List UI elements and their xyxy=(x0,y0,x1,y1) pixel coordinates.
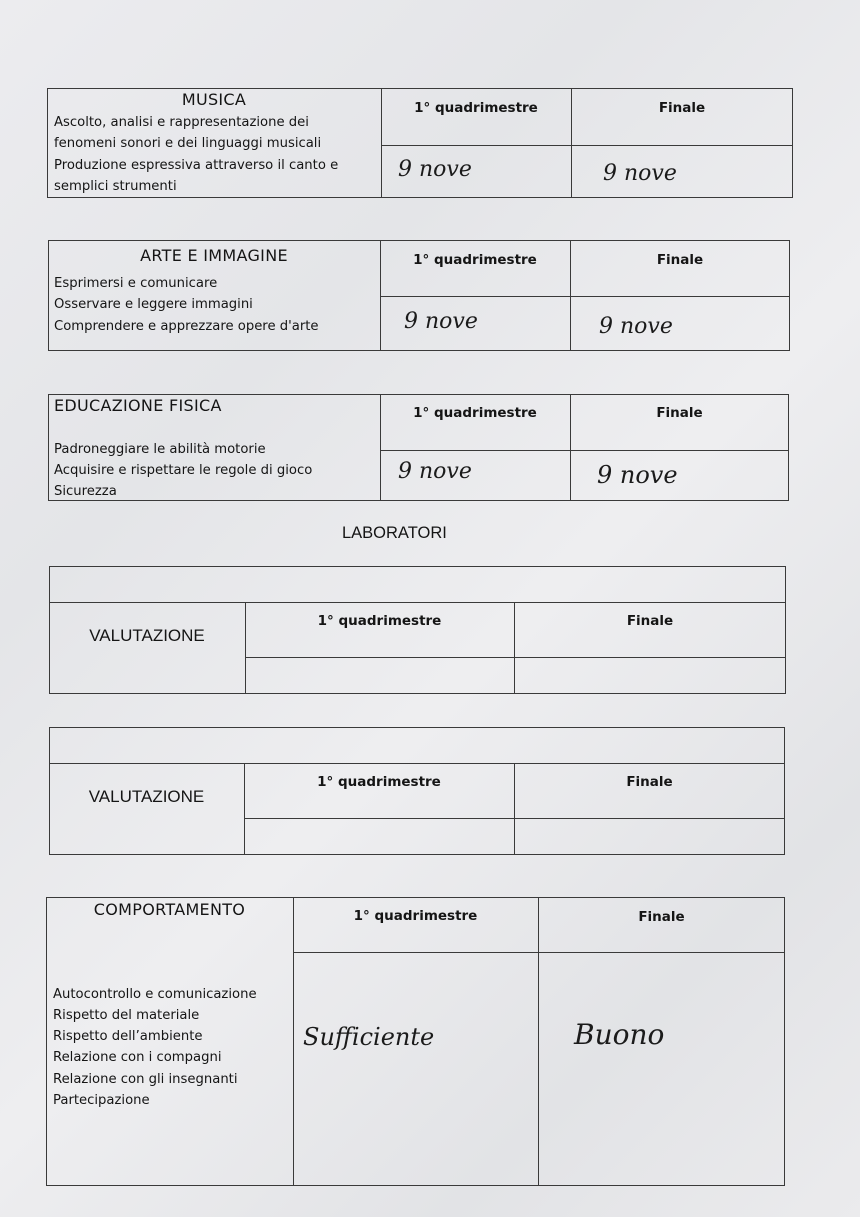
grade-first-term: 9 nove xyxy=(398,459,472,484)
column-header-final: Finale xyxy=(638,909,685,925)
row-divider xyxy=(293,952,785,953)
column-divider xyxy=(538,897,539,1186)
column-header-final: Finale xyxy=(626,774,673,790)
grade-first-term: 9 nove xyxy=(404,309,478,334)
row-divider xyxy=(245,657,786,658)
column-header-first-term: 1° quadrimestre xyxy=(317,774,441,790)
subject-title: MUSICA xyxy=(181,90,247,109)
grade-final: 9 nove xyxy=(599,314,673,339)
subject-descriptor: Ascolto, analisi e rappresentazione dei xyxy=(54,115,309,130)
column-header-first-term: 1° quadrimestre xyxy=(353,908,478,924)
grade-final: Buono xyxy=(574,1018,665,1051)
column-header-first-term: 1° quadrimestre xyxy=(413,405,537,421)
row-divider xyxy=(381,145,793,146)
row-divider xyxy=(244,818,785,819)
grade-first-term: Sufficiente xyxy=(303,1023,435,1051)
comportamento-title: COMPORTAMENTO xyxy=(93,900,246,919)
comportamento-descriptor: Relazione con gli insegnanti xyxy=(53,1072,238,1087)
row-divider xyxy=(380,296,790,297)
grade-first-term: 9 nove xyxy=(398,157,472,182)
subject-descriptor: Sicurezza xyxy=(54,484,117,499)
comportamento-descriptor: Rispetto del materiale xyxy=(53,1008,200,1023)
row-divider xyxy=(49,602,786,603)
comportamento-descriptor: Autocontrollo e comunicazione xyxy=(53,987,257,1002)
row-divider xyxy=(380,450,789,451)
column-header-final: Finale xyxy=(656,252,704,268)
column-header-first-term: 1° quadrimestre xyxy=(317,613,442,629)
subject-title: ARTE E IMMAGINE xyxy=(140,246,288,265)
subject-descriptor: Comprendere e apprezzare opere d'arte xyxy=(54,319,319,334)
grade-final: 9 nove xyxy=(597,461,678,489)
grade-final: 9 nove xyxy=(603,161,677,186)
comportamento-descriptor: Rispetto dell’ambiente xyxy=(53,1029,203,1044)
section-title-laboratori: LABORATORI xyxy=(342,524,447,542)
subject-descriptor: Padroneggiare le abilità motorie xyxy=(54,442,266,457)
column-header-first-term: 1° quadrimestre xyxy=(413,252,537,268)
row-label-valutazione: VALUTAZIONE xyxy=(88,787,205,806)
column-header-final: Finale xyxy=(656,405,703,421)
subject-descriptor: fenomeni sonori e dei linguaggi musicali xyxy=(54,136,322,151)
comportamento-descriptor: Relazione con i compagni xyxy=(53,1050,222,1065)
subject-descriptor: semplici strumenti xyxy=(54,179,177,194)
subject-descriptor: Produzione espressiva attraverso il canto e xyxy=(54,158,339,173)
row-label-valutazione: VALUTAZIONE xyxy=(89,626,205,645)
column-header-final: Finale xyxy=(658,100,706,116)
column-divider xyxy=(293,897,294,1186)
subject-title: EDUCAZIONE FISICA xyxy=(54,396,222,415)
subject-descriptor: Osservare e leggere immagini xyxy=(54,297,253,312)
subject-descriptor: Acquisire e rispettare le regole di gioco xyxy=(54,463,313,478)
subject-descriptor: Esprimersi e comunicare xyxy=(54,276,218,291)
column-header-final: Finale xyxy=(626,613,674,629)
comportamento-descriptor: Partecipazione xyxy=(53,1093,150,1108)
column-header-first-term: 1° quadrimestre xyxy=(414,100,538,116)
row-divider xyxy=(49,763,785,764)
